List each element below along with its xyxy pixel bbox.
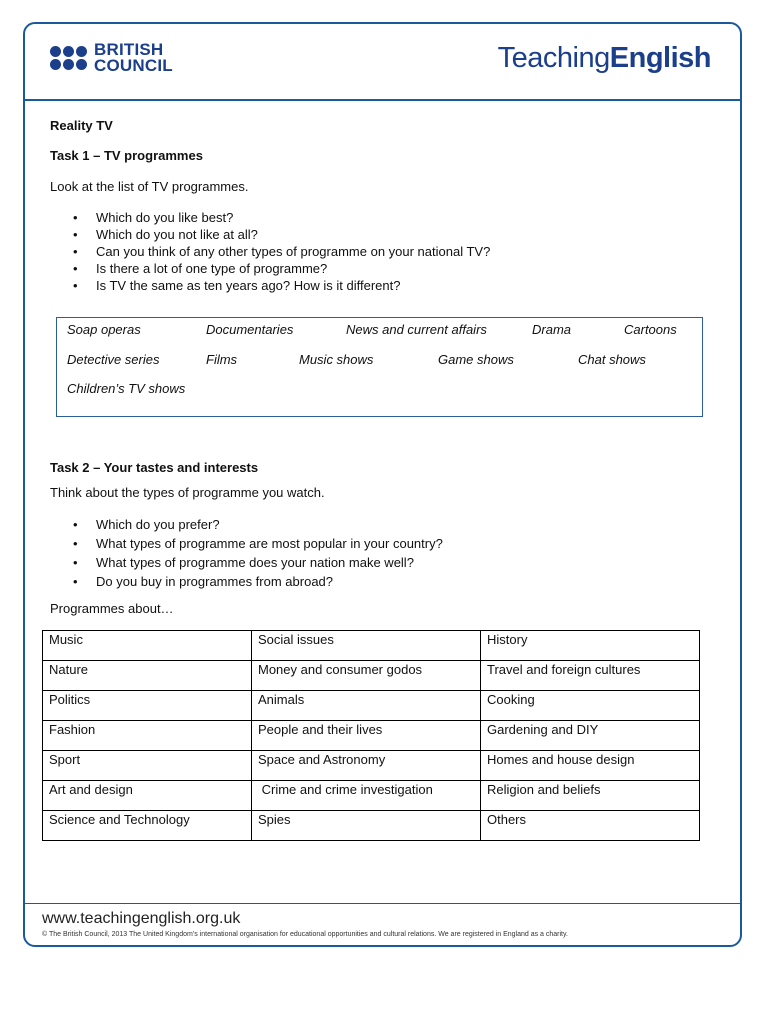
table-cell: Homes and house design (481, 751, 700, 781)
table-cell: Politics (43, 691, 252, 721)
task1-intro: Look at the list of TV programmes. (50, 179, 249, 194)
table-cell: Gardening and DIY (481, 721, 700, 751)
document-title: Reality TV (50, 118, 113, 133)
table-cell: Cooking (481, 691, 700, 721)
programme-type: Music shows (299, 352, 374, 367)
task2-questions (50, 515, 443, 591)
table-row (43, 631, 700, 661)
table-cell: Art and design (43, 781, 252, 811)
british-council-dots-icon (50, 46, 87, 70)
table-cell: Spies (252, 811, 481, 841)
programme-type: Drama (532, 322, 572, 337)
table-row (43, 721, 700, 751)
table-cell: Science and Technology (43, 811, 252, 841)
table-cell: Animals (252, 691, 481, 721)
table-row (43, 811, 700, 841)
programme-type: Soap operas (67, 322, 141, 337)
programme-type: Children’s TV shows (67, 381, 186, 396)
british-council-wordmark: BRITISH COUNCIL (94, 40, 173, 75)
list-item: • Can you think of any other types of programme on your national TV? (50, 243, 490, 260)
programme-type: Films (206, 352, 238, 367)
list-item: • Is there a lot of one type of programme? (50, 260, 490, 277)
list-item: • Which do you prefer? (50, 515, 443, 534)
table-cell: Travel and foreign cultures (481, 661, 700, 691)
topics-table (42, 630, 700, 841)
list-item: • Which do you not like at all? (50, 226, 490, 243)
table-cell: Money and consumer godos (252, 661, 481, 691)
footer-divider (25, 903, 740, 904)
task1-heading: Task 1 – TV programmes (50, 148, 203, 163)
table-intro: Programmes about… (50, 601, 174, 616)
footer-copyright: © The British Council, 2013 The United Kingdom’s international organisation for educational opportunities and cultural relations. We are registered in England as a charity. (42, 931, 568, 938)
british-council-logo (50, 42, 173, 74)
list-item: • Is TV the same as ten years ago? How is it different? (50, 277, 490, 294)
header-divider (25, 99, 740, 101)
programme-type: Documentaries (206, 322, 294, 337)
list-item: • What types of programme are most popular in your country? (50, 534, 443, 553)
table-row (43, 781, 700, 811)
table-cell: Crime and crime investigation (252, 781, 481, 811)
table-cell: People and their lives (252, 721, 481, 751)
teaching-english-logo: TeachingEnglish (497, 42, 711, 74)
list-item: • Do you buy in programmes from abroad? (50, 572, 443, 591)
table-cell: Nature (43, 661, 252, 691)
programme-type: Game shows (438, 352, 514, 367)
programme-type: Chat shows (578, 352, 646, 367)
table-cell: Religion and beliefs (481, 781, 700, 811)
programme-type: Detective series (67, 352, 160, 367)
table-row (43, 751, 700, 781)
table-row (43, 691, 700, 721)
table-cell: Music (43, 631, 252, 661)
programme-types-box (56, 317, 703, 417)
programme-type: News and current affairs (346, 322, 487, 337)
task2-intro: Think about the types of programme you watch. (50, 485, 325, 500)
table-cell: Others (481, 811, 700, 841)
table-cell: History (481, 631, 700, 661)
table-cell: Social issues (252, 631, 481, 661)
footer-website-link[interactable]: www.teachingenglish.org.uk (42, 910, 241, 927)
table-cell: Sport (43, 751, 252, 781)
list-item: • What types of programme does your nation make well? (50, 553, 443, 572)
list-item: • Which do you like best? (50, 209, 490, 226)
task1-questions (50, 209, 490, 294)
programme-type: Cartoons (624, 322, 677, 337)
table-row (43, 661, 700, 691)
task2-heading: Task 2 – Your tastes and interests (50, 460, 259, 475)
table-cell: Fashion (43, 721, 252, 751)
table-cell: Space and Astronomy (252, 751, 481, 781)
